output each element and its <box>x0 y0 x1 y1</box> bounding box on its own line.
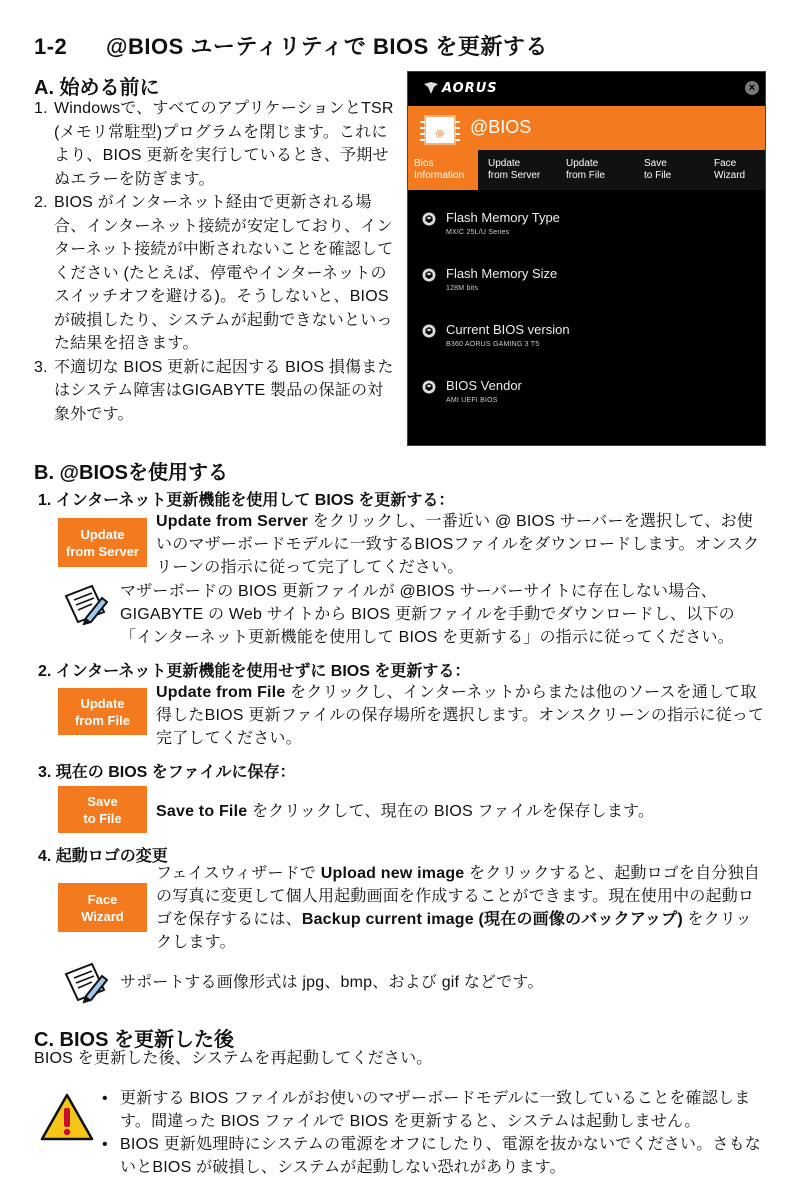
section-number: 1-2 <box>34 34 68 59</box>
save-to-file-button: Save to File <box>58 786 147 833</box>
sub1-heading: 1. インターネット更新機能を使用して BIOS を更新する： <box>38 492 455 509</box>
cube-icon <box>422 380 436 394</box>
warning-item: • BIOS 更新処理時にシステムの電源をオフにしたり、電源を抜かないでください。さもないとBIOS が破損し、システムが起動しない恐れがあります。 <box>102 1136 762 1176</box>
update-from-server-button: Update from Server <box>58 518 147 567</box>
section-c-heading: C. BIOS を更新した後 <box>34 1029 235 1051</box>
cube-icon <box>422 268 436 282</box>
sub4-heading: 4. 起動ロゴの変更 <box>38 848 168 865</box>
face-wizard-button: Face Wizard <box>58 883 147 932</box>
section-c-text: BIOS を更新した後、システムを再起動してください。 <box>34 1050 433 1067</box>
sub1-description: Update from Server をクリックし、一番近い @ BIOS サーバーを選択して、お使いのマザーボードモデルに一致するBIOSファイルをダウンロードします。オンスクリーンの指示に従って完了してください。 <box>156 513 760 576</box>
tab-update-from-file[interactable]: Update from File <box>566 158 605 181</box>
warning-icon <box>40 1092 94 1142</box>
title-text: @BIOS ユーティリティで BIOS を更新する <box>106 34 548 59</box>
app-topbar <box>408 72 765 106</box>
list-item: 1. Windowsで、すべてのアプリケーションとTSR (メモリ常駐型)プログラムを閉じます。これにより、BIOS 更新を実行しているとき、予期せぬエラーを防ぎます。 <box>34 100 394 188</box>
sub4-note: サポートする画像形式は jpg、bmp、および gif などです。 <box>120 974 544 991</box>
tab-bios-information[interactable]: Bios Information <box>408 150 478 190</box>
tab-save-to-file[interactable]: Save to File <box>644 158 672 181</box>
list-item: 3. 不適切な BIOS 更新に起因する BIOS 損傷またはシステム障害はGIGABYTE 製品の保証の対象外です。 <box>34 358 394 423</box>
cube-icon <box>422 212 436 226</box>
sub1-note: マザーボードの BIOS 更新ファイルが @BIOS サーバーサイトに存在しない場合、GIGABYTE の Web サイトから BIOS 更新ファイルを手動でダウンロードし、以下の「インターネット更新機能を使用して BIOS を更新する」の指示に従ってください。 <box>120 583 735 646</box>
warning-list <box>100 1087 768 1179</box>
aorus-eagle-icon <box>424 82 438 94</box>
note-pencil-icon <box>62 960 108 1004</box>
tab-face-wizard[interactable]: Face Wizard <box>714 158 746 181</box>
app-banner-title: @BIOS <box>470 117 532 137</box>
section-b-heading: B. @BIOSを使用する <box>34 462 228 484</box>
app-banner <box>408 106 765 150</box>
close-icon[interactable]: × <box>745 81 759 95</box>
sub3-heading: 3. 現在の BIOS をファイルに保存： <box>38 764 296 781</box>
page-title <box>34 30 548 61</box>
svg-text:@: @ <box>435 129 445 139</box>
app-tabs <box>408 150 765 190</box>
update-from-file-button: Update from File <box>58 688 147 735</box>
section-a-list <box>34 97 394 426</box>
sub2-heading: 2. インターネット更新機能を使用せずに BIOS を更新する： <box>38 663 471 680</box>
tab-update-from-server[interactable]: Update from Server <box>488 158 541 181</box>
sub3-description: Save to File をクリックして、現在の BIOS ファイルを保存します。 <box>156 803 655 820</box>
warning-item: • 更新する BIOS ファイルがお使いのマザーボードモデルに一致していることを確認します。間違った BIOS ファイルで BIOS を更新すると、システムは起動しません。 <box>102 1090 751 1130</box>
list-item: 2. BIOS がインターネット経由で更新される場合、インターネット接続が安定しており、インターネット接続が中断されないことを確認してください (たとえば、停電やインターネットのスイッチオフを避ける)。そうしないと、BIOS が破損したり、システムが起動できないといった結果を招きます。 <box>34 194 394 352</box>
sub4-description: フェイスウィザードで Upload new image をクリックすると、起動ロゴを自分独自の写真に変更して個人用起動画面を作成することができます。現在使用中の起動ロゴを保存するには、Backup current image (現在の画像のバックアップ) をクリックします。 <box>156 865 761 951</box>
sub2-description: Update from File をクリックし、インターネットからまたは他のソースを通して取得したBIOS 更新ファイルの保存場所を選択します。オンスクリーンの指示に従って完了してください。 <box>156 684 765 747</box>
note-pencil-icon <box>62 582 108 626</box>
section-a-heading: A. 始める前に <box>34 77 160 99</box>
bios-app-window: AORUS × @ @BIOS Bios Information Update from Server Update from File Save to File Face Wizard Flash Memory Type MXIC 25L/U Series Flash Memory Size 128M bits Current BIOS version B360 AORUS GAMING 3 T5 BIOS Vendor AMI UEFI BIOS <box>407 71 766 446</box>
chip-icon <box>420 114 460 146</box>
cube-icon <box>422 324 436 338</box>
aorus-logo: AORUS <box>442 81 498 96</box>
